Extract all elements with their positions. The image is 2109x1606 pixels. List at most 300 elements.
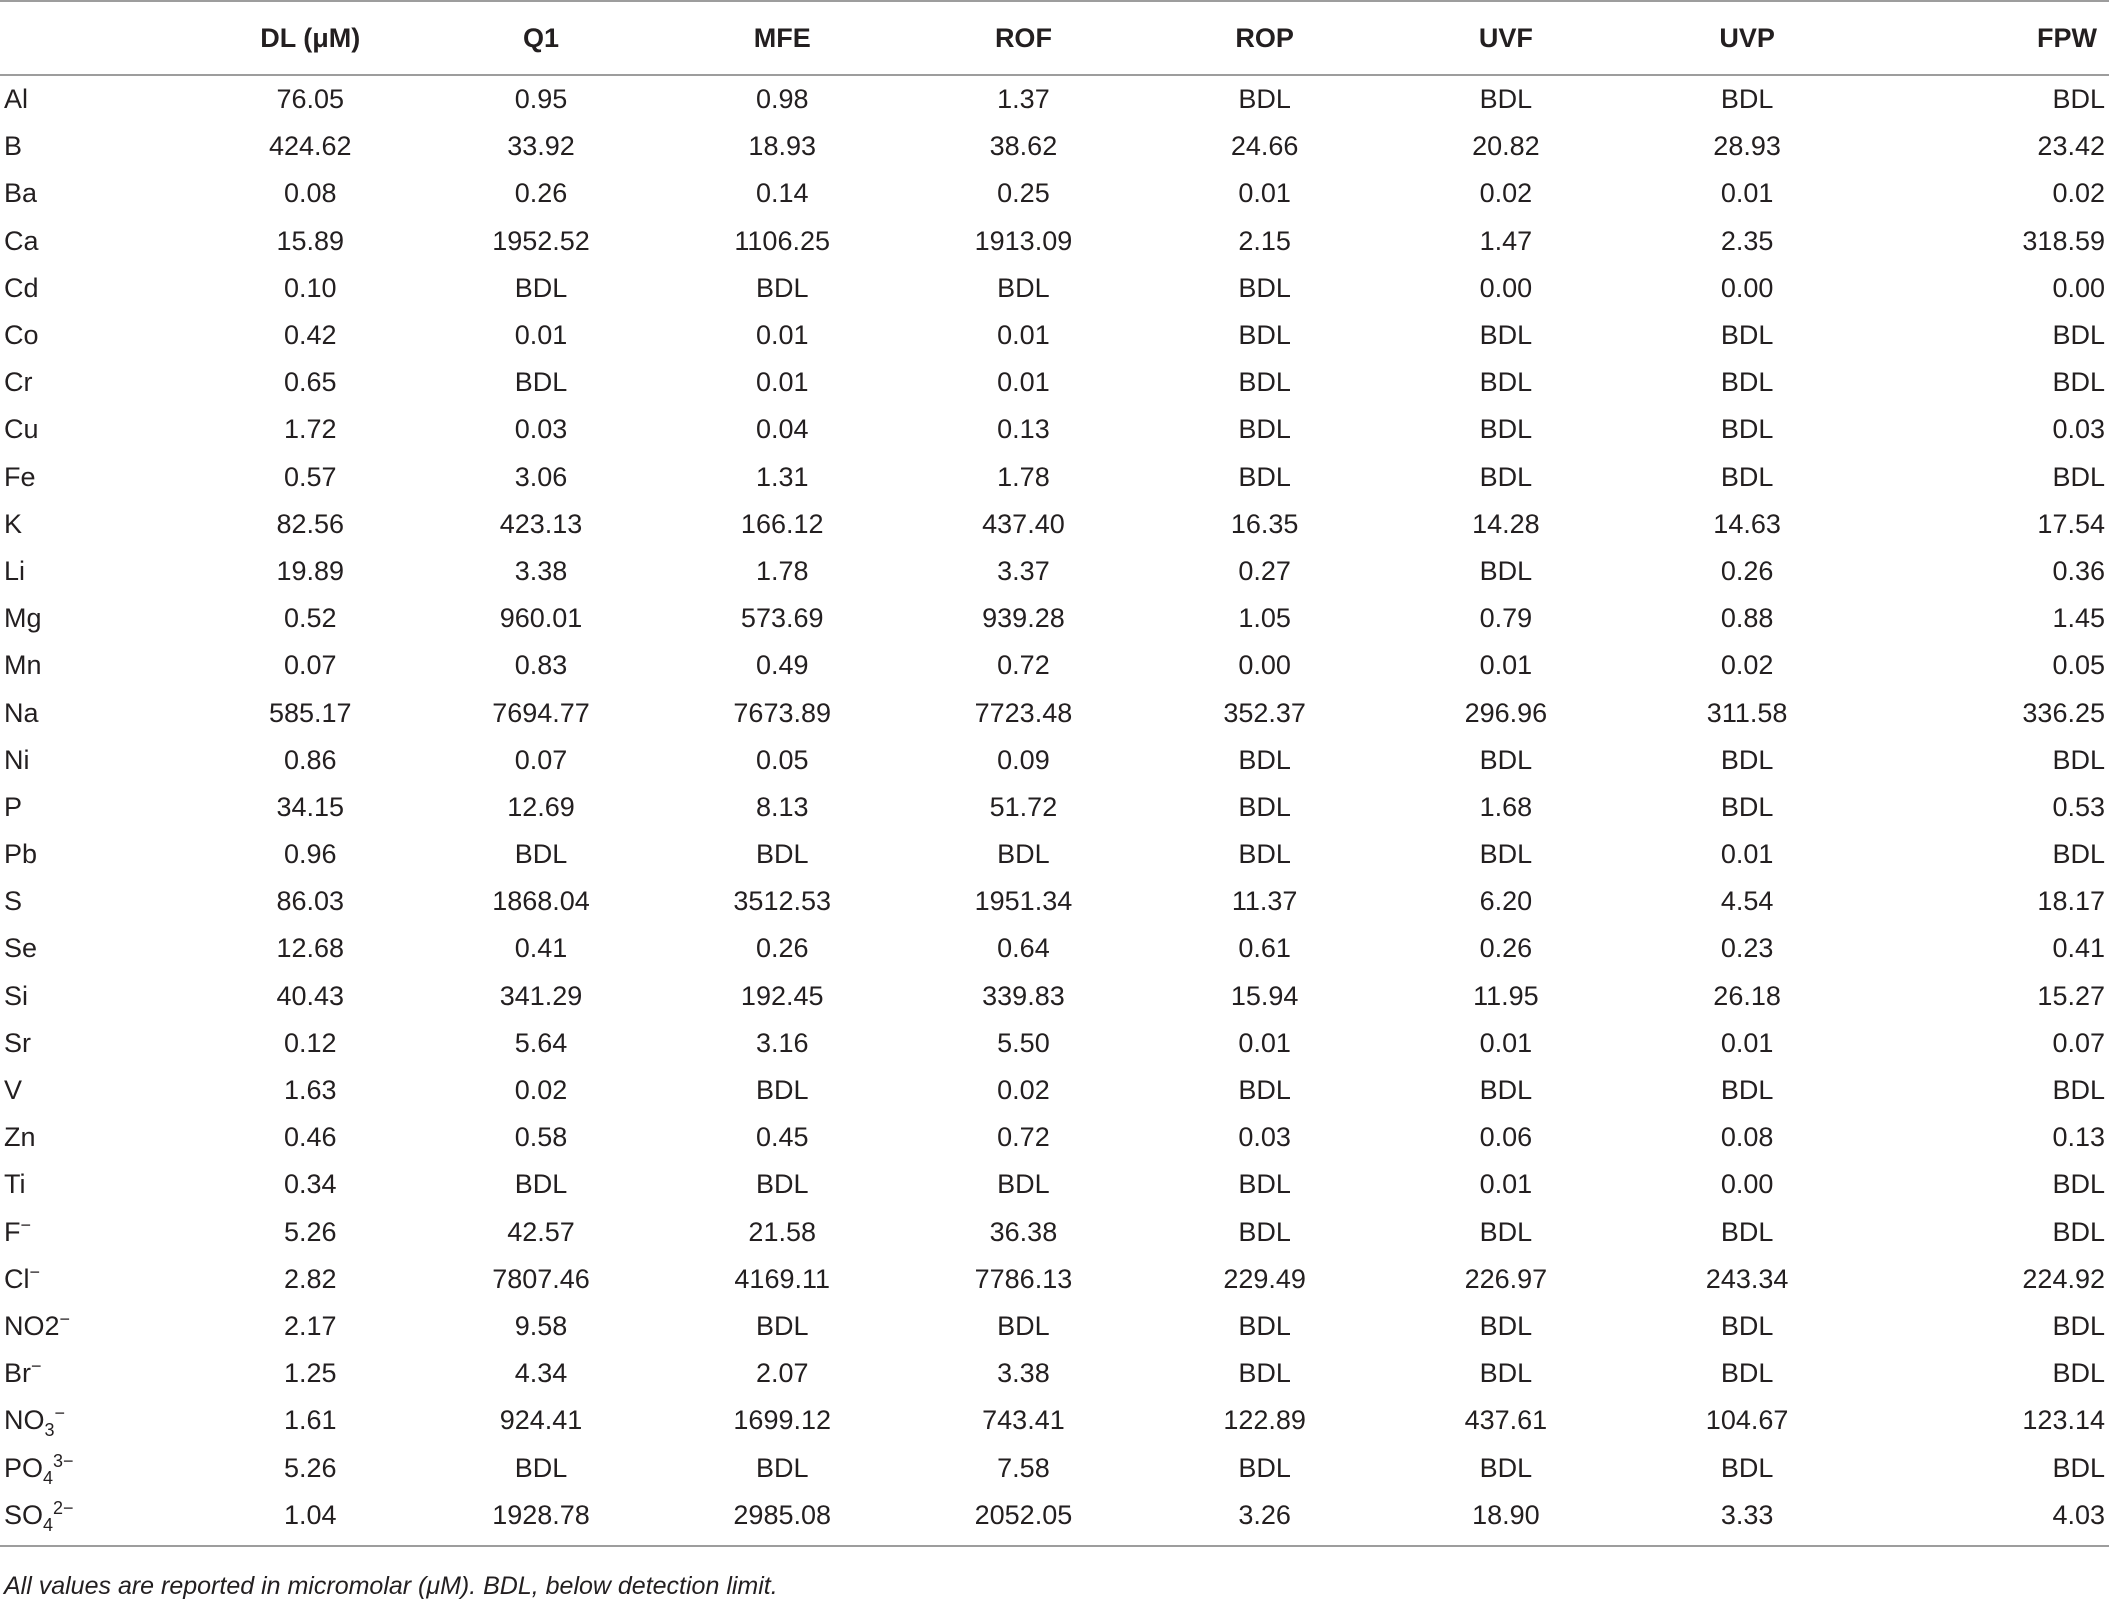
table-cell: 34.15 xyxy=(276,791,345,822)
row-label xyxy=(0,1492,200,1546)
table-cell: 18.17 xyxy=(2037,886,2105,917)
table-cell: BDL xyxy=(514,1169,568,1200)
row-label: Cu xyxy=(4,414,39,445)
table-cell: 0.36 xyxy=(2052,555,2105,586)
table-cell: 1.68 xyxy=(1479,791,1533,822)
table-cell: 11.37 xyxy=(1231,886,1298,917)
row-label-superscript: − xyxy=(29,1261,41,1282)
table-cell: 0.09 xyxy=(997,744,1050,775)
table-cell: BDL xyxy=(1479,414,1533,445)
table-row xyxy=(0,1209,2109,1256)
table-cell: 1.63 xyxy=(284,1075,337,1106)
table-cell: 3.06 xyxy=(514,461,568,492)
table-cell: 1.61 xyxy=(284,1405,337,1436)
table-cell: 12.69 xyxy=(507,791,575,822)
table-row xyxy=(0,1114,2109,1161)
table-cell: 0.02 xyxy=(1720,650,1774,681)
row-label xyxy=(0,1256,200,1303)
table-cell: 1913.09 xyxy=(974,225,1073,256)
table-cell: 2985.08 xyxy=(733,1499,832,1530)
table-cell: 3.16 xyxy=(755,1027,809,1058)
row-label: S xyxy=(4,886,23,917)
row-label xyxy=(0,1350,200,1397)
table-cell: 1.78 xyxy=(997,461,1050,492)
table-cell: 7807.46 xyxy=(492,1263,590,1294)
table-row xyxy=(0,1067,2109,1114)
row-label: Al xyxy=(4,84,29,115)
table-cell: 226.97 xyxy=(1464,1263,1548,1294)
table-cell: BDL xyxy=(1479,555,1533,586)
table-cell: 0.05 xyxy=(755,744,809,775)
table-cell: 1.25 xyxy=(284,1358,337,1389)
table-cell: BDL xyxy=(2052,839,2105,870)
table-cell: 7673.89 xyxy=(733,697,832,728)
table-cell: 1868.04 xyxy=(492,886,590,917)
table-cell: BDL xyxy=(1238,272,1291,303)
table-row xyxy=(0,170,2109,217)
table-row xyxy=(0,1350,2109,1397)
table-cell: BDL xyxy=(997,1310,1050,1341)
table-cell: 1.37 xyxy=(997,84,1050,115)
table-cell: BDL xyxy=(2052,1169,2105,1200)
table-cell: 33.92 xyxy=(507,131,575,162)
table-cell: 423.13 xyxy=(499,508,583,539)
row-label: P xyxy=(4,791,23,822)
row-label: Cr xyxy=(4,367,33,398)
table-cell: 19.89 xyxy=(276,555,345,586)
table-row xyxy=(0,454,2109,501)
table-cell: BDL xyxy=(997,272,1050,303)
table-cell: 0.65 xyxy=(284,367,337,398)
table-cell: 0.02 xyxy=(997,1075,1050,1106)
table-cell: BDL xyxy=(514,839,568,870)
table-cell: BDL xyxy=(1479,744,1533,775)
table-cell: 0.00 xyxy=(1479,272,1533,303)
table-cell: BDL xyxy=(1238,414,1291,445)
table-cell: 0.34 xyxy=(284,1169,337,1200)
table-cell: 0.06 xyxy=(1479,1122,1533,1153)
table-cell: 1928.78 xyxy=(492,1499,590,1530)
table-cell: BDL xyxy=(1238,791,1291,822)
row-label: Pb xyxy=(4,839,38,870)
table-cell: 1699.12 xyxy=(733,1405,832,1436)
table-cell: 0.23 xyxy=(1720,933,1774,964)
row-label-superscript: − xyxy=(20,1214,32,1235)
table-cell: 1951.34 xyxy=(974,886,1073,917)
table-cell: 0.01 xyxy=(1720,178,1774,209)
row-label: Cd xyxy=(4,272,39,303)
table-cell: 86.03 xyxy=(276,886,345,917)
table-cell: 0.26 xyxy=(1720,555,1774,586)
table-cell: 0.13 xyxy=(997,414,1050,445)
table-row xyxy=(0,75,2109,123)
table-cell: 0.03 xyxy=(2052,414,2105,445)
table-cell: 318.59 xyxy=(2022,225,2105,256)
table-cell: BDL xyxy=(2052,1452,2105,1483)
table-cell: 1.05 xyxy=(1238,603,1291,634)
table-cell: 0.01 xyxy=(514,320,568,351)
table-cell: 15.94 xyxy=(1230,980,1299,1011)
table-row xyxy=(0,265,2109,312)
table-cell: 0.57 xyxy=(284,461,337,492)
table-row xyxy=(0,737,2109,784)
table-cell: BDL xyxy=(1720,1358,1774,1389)
table-cell: 0.01 xyxy=(755,367,809,398)
table-cell: 3.33 xyxy=(1720,1499,1774,1530)
table-cell: 123.14 xyxy=(2022,1405,2105,1436)
table-cell: 14.63 xyxy=(1713,508,1781,539)
table-row xyxy=(0,312,2109,359)
row-label: Mg xyxy=(4,603,42,634)
table-row xyxy=(0,1020,2109,1067)
table-cell: 573.69 xyxy=(740,603,824,634)
table-cell: 0.00 xyxy=(1720,272,1774,303)
table-cell: 424.62 xyxy=(268,131,352,162)
table-cell: 296.96 xyxy=(1464,697,1548,728)
table-cell: BDL xyxy=(1238,461,1291,492)
table-cell: 16.35 xyxy=(1230,508,1299,539)
row-label: Ni xyxy=(4,744,30,775)
table-cell: 0.01 xyxy=(1479,1169,1533,1200)
table-cell: 0.05 xyxy=(2052,650,2105,681)
table-row xyxy=(0,1256,2109,1303)
table-cell: 15.89 xyxy=(276,225,345,256)
table-header-row xyxy=(0,1,2109,75)
row-label xyxy=(0,1209,200,1256)
header-cell-rof: ROF xyxy=(903,1,1144,75)
table-row xyxy=(0,1397,2109,1444)
table-row xyxy=(0,973,2109,1020)
table-cell: 0.03 xyxy=(1238,1122,1291,1153)
table-cell: BDL xyxy=(1479,1358,1533,1389)
table-cell: 0.07 xyxy=(2052,1027,2105,1058)
table-cell: BDL xyxy=(1720,1452,1774,1483)
table-cell: 0.26 xyxy=(514,178,568,209)
table-cell: 0.25 xyxy=(997,178,1050,209)
table-cell: 0.61 xyxy=(1238,933,1291,964)
table-cell: 0.02 xyxy=(514,1075,568,1106)
table-cell: 1.45 xyxy=(2052,603,2105,634)
table-cell: 23.42 xyxy=(2037,131,2105,162)
table-cell: 336.25 xyxy=(2022,697,2105,728)
table-cell: 5.50 xyxy=(997,1027,1050,1058)
table-cell: BDL xyxy=(2052,1216,2105,1247)
table-cell: 0.01 xyxy=(1479,1027,1533,1058)
table-cell: BDL xyxy=(1720,1075,1774,1106)
table-cell: 24.66 xyxy=(1230,131,1299,162)
table-cell: 0.02 xyxy=(2052,178,2105,209)
table-cell: 20.82 xyxy=(1472,131,1540,162)
table-cell: 339.83 xyxy=(982,980,1065,1011)
table-row xyxy=(0,359,2109,406)
table-cell: 0.08 xyxy=(284,178,337,209)
table-cell: 0.02 xyxy=(1479,178,1533,209)
table-row xyxy=(0,123,2109,170)
table-cell: 6.20 xyxy=(1479,886,1533,917)
table-cell: 7.58 xyxy=(997,1452,1050,1483)
row-label: Zn xyxy=(4,1122,36,1153)
table-cell: 0.95 xyxy=(514,84,568,115)
table-cell: 743.41 xyxy=(982,1405,1065,1436)
header-cell-uvf: UVF xyxy=(1385,1,1626,75)
header-cell-rop: ROP xyxy=(1144,1,1385,75)
table-cell: BDL xyxy=(755,272,809,303)
table-cell: BDL xyxy=(1720,414,1774,445)
table-row xyxy=(0,784,2109,831)
table-cell: BDL xyxy=(2052,1358,2105,1389)
table-cell: 0.72 xyxy=(997,650,1050,681)
table-cell: 7786.13 xyxy=(974,1263,1073,1294)
table-cell: 0.10 xyxy=(284,272,337,303)
table-cell: 2.17 xyxy=(284,1310,337,1341)
table-row xyxy=(0,878,2109,925)
table-cell: 11.95 xyxy=(1473,980,1539,1011)
row-label: Li xyxy=(4,555,26,586)
row-label xyxy=(0,1397,200,1444)
table-cell: 341.29 xyxy=(499,980,583,1011)
table-cell: 0.01 xyxy=(1720,1027,1774,1058)
table-cell: 14.28 xyxy=(1472,508,1540,539)
table-cell: 5.26 xyxy=(284,1216,337,1247)
table-cell: BDL xyxy=(1479,1075,1533,1106)
table-cell: 82.56 xyxy=(276,508,345,539)
row-label-superscript: 2− xyxy=(53,1497,74,1518)
row-label-base: SO xyxy=(4,1499,44,1530)
table-cell: 585.17 xyxy=(268,697,352,728)
table-cell: 437.40 xyxy=(982,508,1065,539)
row-label-subscript: 4 xyxy=(43,1514,54,1535)
table-cell: BDL xyxy=(1238,320,1291,351)
table-cell: BDL xyxy=(1720,367,1774,398)
row-label-base: Cl xyxy=(4,1263,30,1294)
table-cell: 18.90 xyxy=(1472,1499,1540,1530)
table-cell: 0.01 xyxy=(1238,178,1291,209)
table-cell: 0.52 xyxy=(284,603,337,634)
table-cell: BDL xyxy=(1720,320,1774,351)
table-footnote: All values are reported in micromolar (μM). BDL, below detection limit. xyxy=(4,1572,778,1600)
table-cell: 0.01 xyxy=(1720,839,1774,870)
table-cell: BDL xyxy=(1720,1310,1774,1341)
table-cell: 0.88 xyxy=(1720,603,1774,634)
table-row xyxy=(0,831,2109,878)
table-cell: 0.00 xyxy=(2052,272,2105,303)
table-cell: BDL xyxy=(2052,744,2105,775)
table-row xyxy=(0,642,2109,689)
row-label-superscript: − xyxy=(54,1403,66,1424)
table-cell: BDL xyxy=(2052,1075,2105,1106)
table-cell: 40.43 xyxy=(276,980,345,1011)
table-cell: 0.01 xyxy=(997,320,1050,351)
table-cell: BDL xyxy=(1238,1358,1291,1389)
table-cell: 0.14 xyxy=(755,178,809,209)
table-cell: BDL xyxy=(1720,791,1774,822)
table-cell: 26.18 xyxy=(1713,980,1781,1011)
table-cell: 0.79 xyxy=(1479,603,1533,634)
table-cell: 2.07 xyxy=(755,1358,809,1389)
table-cell: BDL xyxy=(1479,1452,1533,1483)
table-cell: 229.49 xyxy=(1223,1263,1306,1294)
table-cell: BDL xyxy=(514,1452,568,1483)
table-cell: 960.01 xyxy=(499,603,583,634)
row-label-base: NO xyxy=(4,1405,45,1436)
table-cell: 9.58 xyxy=(514,1310,568,1341)
table-cell: 0.26 xyxy=(1479,933,1533,964)
table-cell: 4169.11 xyxy=(734,1263,831,1294)
table-cell: BDL xyxy=(2052,84,2105,115)
table-cell: 224.92 xyxy=(2022,1263,2105,1294)
table-cell: 76.05 xyxy=(276,84,345,115)
table-cell: BDL xyxy=(1479,1310,1533,1341)
table-cell: BDL xyxy=(755,1310,809,1341)
table-cell: 7694.77 xyxy=(492,697,590,728)
table-row xyxy=(0,925,2109,972)
table-cell: 17.54 xyxy=(2037,508,2105,539)
table-cell: BDL xyxy=(2052,320,2105,351)
table-cell: BDL xyxy=(997,839,1050,870)
table-cell: 1.78 xyxy=(755,555,809,586)
table-cell: 0.03 xyxy=(514,414,568,445)
table-cell: 3.26 xyxy=(1238,1499,1291,1530)
header-cell-q1: Q1 xyxy=(420,1,661,75)
table-cell: 311.58 xyxy=(1706,697,1788,728)
table-cell: 0.07 xyxy=(284,650,337,681)
table-cell: BDL xyxy=(1479,367,1533,398)
table-cell: 2.82 xyxy=(284,1263,337,1294)
table-cell: BDL xyxy=(755,1169,809,1200)
table-cell: 3.38 xyxy=(997,1358,1050,1389)
table-cell: BDL xyxy=(1238,1216,1291,1247)
table-cell: 0.01 xyxy=(1238,1027,1291,1058)
table-cell: 0.13 xyxy=(2052,1122,2105,1153)
row-label: Ba xyxy=(4,178,38,209)
row-label: Se xyxy=(4,933,38,964)
table-cell: 192.45 xyxy=(740,980,824,1011)
table-cell: 1.72 xyxy=(284,414,337,445)
table-row xyxy=(0,1444,2109,1491)
row-label: Co xyxy=(4,320,39,351)
table-cell: 0.41 xyxy=(2052,933,2105,964)
row-label: V xyxy=(4,1075,23,1106)
table-cell: 352.37 xyxy=(1223,697,1306,728)
row-label: Sr xyxy=(4,1027,31,1058)
table-cell: 1.31 xyxy=(755,461,809,492)
row-label-subscript: 4 xyxy=(43,1467,54,1488)
header-cell-dl: DL (μM) xyxy=(200,1,420,75)
table-cell: 15.27 xyxy=(2037,980,2105,1011)
header-cell-mfe: MFE xyxy=(662,1,903,75)
row-label-subscript: 3 xyxy=(44,1420,55,1441)
row-label-superscript: − xyxy=(31,1356,42,1377)
row-label xyxy=(0,1303,200,1350)
table-cell: BDL xyxy=(755,839,809,870)
table-row xyxy=(0,1161,2109,1208)
table-cell: BDL xyxy=(1720,84,1774,115)
table-cell: 7723.48 xyxy=(974,697,1073,728)
table-cell: BDL xyxy=(1238,84,1291,115)
table-cell: BDL xyxy=(2052,367,2105,398)
table-cell: 3.37 xyxy=(997,555,1050,586)
table-cell: 0.08 xyxy=(1720,1122,1774,1153)
table-cell: 2052.05 xyxy=(974,1499,1073,1530)
table-cell: 8.13 xyxy=(755,791,809,822)
table-cell: 924.41 xyxy=(499,1405,583,1436)
table-cell: 1.04 xyxy=(284,1499,337,1530)
table-cell: BDL xyxy=(1238,744,1291,775)
table-cell: BDL xyxy=(1720,461,1774,492)
table-cell: 2.35 xyxy=(1720,225,1774,256)
table-cell: BDL xyxy=(1238,839,1291,870)
table-cell: BDL xyxy=(755,1075,809,1106)
table-cell: 939.28 xyxy=(982,603,1065,634)
table-cell: BDL xyxy=(1238,1169,1291,1200)
row-label-superscript: − xyxy=(59,1308,71,1329)
table-cell: 0.58 xyxy=(514,1122,568,1153)
table-cell: 0.83 xyxy=(514,650,568,681)
table-cell: 0.07 xyxy=(514,744,568,775)
table-cell: 0.45 xyxy=(755,1122,809,1153)
table-cell: 3512.53 xyxy=(733,886,832,917)
table-cell: 12.68 xyxy=(276,933,345,964)
table-cell: BDL xyxy=(2052,1310,2105,1341)
table-cell: 42.57 xyxy=(507,1216,575,1247)
table-cell: 0.00 xyxy=(1238,650,1291,681)
table-cell: BDL xyxy=(997,1169,1050,1200)
table-cell: 21.58 xyxy=(748,1216,816,1247)
table-cell: 166.12 xyxy=(740,508,824,539)
table-cell: 2.15 xyxy=(1238,225,1291,256)
table-cell: 0.49 xyxy=(755,650,809,681)
row-label: B xyxy=(4,131,23,162)
table-cell: 0.00 xyxy=(1720,1169,1774,1200)
table-cell: 0.72 xyxy=(997,1122,1050,1153)
table-cell: 0.01 xyxy=(755,320,809,351)
table-cell: 5.26 xyxy=(284,1452,337,1483)
table-cell: 0.12 xyxy=(284,1027,337,1058)
row-label xyxy=(0,1444,200,1491)
table-cell: 0.42 xyxy=(284,320,337,351)
table-cell: 5.64 xyxy=(514,1027,568,1058)
table-cell: 36.38 xyxy=(989,1216,1058,1247)
table-row xyxy=(0,595,2109,642)
table-cell: 0.46 xyxy=(284,1122,337,1153)
table-cell: 243.34 xyxy=(1705,1263,1789,1294)
table-cell: BDL xyxy=(1479,1216,1533,1247)
table-cell: 0.53 xyxy=(2052,791,2105,822)
table-cell: BDL xyxy=(514,367,568,398)
table-row xyxy=(0,406,2109,453)
row-label-base: NO2 xyxy=(4,1310,60,1341)
table-cell: BDL xyxy=(1720,744,1774,775)
table-row xyxy=(0,218,2109,265)
table-cell: 0.04 xyxy=(755,414,809,445)
table-cell: BDL xyxy=(514,272,568,303)
table-cell: 0.01 xyxy=(997,367,1050,398)
table-cell: 1952.52 xyxy=(492,225,590,256)
table-cell: 4.54 xyxy=(1720,886,1774,917)
header-cell-fpw: FPW xyxy=(1868,1,2109,75)
table-cell: 18.93 xyxy=(748,131,816,162)
table-cell: BDL xyxy=(1238,1075,1291,1106)
table-cell: 28.93 xyxy=(1713,131,1781,162)
row-label: Fe xyxy=(4,461,36,492)
table-cell: 4.03 xyxy=(2052,1499,2105,1530)
table-row xyxy=(0,1303,2109,1350)
table-cell: BDL xyxy=(1479,461,1533,492)
table-cell: 0.98 xyxy=(755,84,809,115)
row-label: K xyxy=(4,508,23,539)
table-cell: BDL xyxy=(1720,1216,1774,1247)
table-cell: 4.34 xyxy=(514,1358,568,1389)
